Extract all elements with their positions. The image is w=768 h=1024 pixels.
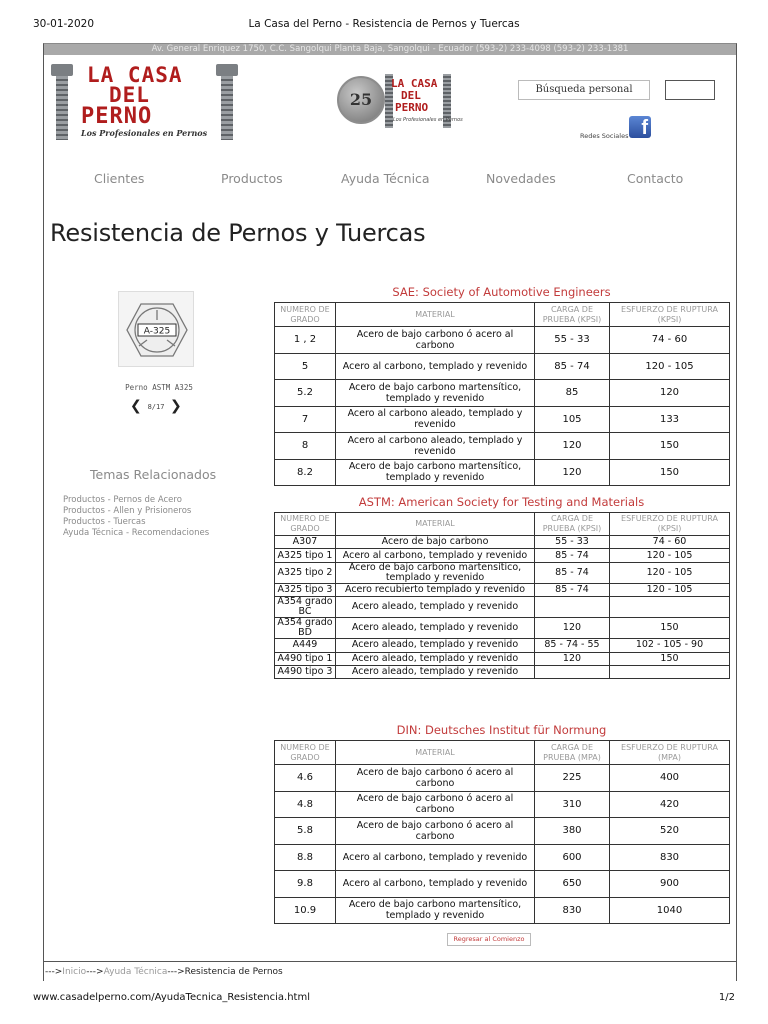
table-header-row [275, 303, 730, 327]
nav-item-novedades[interactable]: Novedades [486, 171, 556, 186]
grade-cell: 1 , 2 [275, 327, 336, 354]
table-row [275, 459, 730, 486]
table-row [275, 871, 730, 898]
material-cell: Acero de bajo carbono martensítico, templado y revenido [336, 562, 535, 583]
proof-load-cell: 225 [535, 765, 610, 792]
back-to-top-button[interactable]: Regresar al Comienzo [447, 933, 531, 946]
table-row [275, 639, 730, 652]
table-row [275, 844, 730, 871]
grade-cell: 5.2 [275, 380, 336, 407]
table-row [275, 327, 730, 354]
grade-cell: A325 tipo 1 [275, 549, 336, 562]
astm-title: ASTM: American Society for Testing and Materials [358, 495, 645, 509]
print-doc-title: La Casa del Perno - Resistencia de Pernos y Tuercas [248, 18, 520, 30]
material-cell: Acero al carbono, templado y revenido [336, 353, 535, 380]
column-header: NUMERO DE GRADO [275, 513, 336, 536]
main-nav [44, 171, 736, 189]
column-header: NUMERO DE GRADO [275, 741, 336, 765]
table-row [275, 380, 730, 407]
facebook-icon[interactable]: f [629, 116, 651, 138]
grade-cell: 9.8 [275, 871, 336, 898]
grade-cell: 7 [275, 406, 336, 433]
logo-line-1: LA CASA [87, 63, 183, 87]
nav-item-contacto[interactable]: Contacto [627, 171, 684, 186]
badge-tagline: Los Profesionales en Pernos [393, 117, 463, 123]
sae-table [274, 302, 730, 486]
tensile-strength-cell: 74 - 60 [610, 536, 730, 549]
astm-table [274, 512, 730, 679]
tensile-strength-cell [610, 665, 730, 678]
nav-item-productos[interactable]: Productos [221, 171, 283, 186]
grade-cell: A354 grado BD [275, 618, 336, 639]
material-cell: Acero aleado, templado y revenido [336, 597, 535, 618]
grade-cell: A325 tipo 3 [275, 583, 336, 596]
table-row [275, 818, 730, 845]
pager-count: 8/17 [147, 403, 165, 411]
column-header: ESFUERZO DE RUPTURA (KPSI) [610, 513, 730, 536]
tensile-strength-cell: 150 [610, 433, 730, 460]
tensile-strength-cell: 120 - 105 [610, 353, 730, 380]
hex-bolt-head-icon [125, 302, 189, 358]
tensile-strength-cell: 133 [610, 406, 730, 433]
din-title: DIN: Deutsches Institut für Normung [396, 723, 607, 737]
grade-cell: 8.2 [275, 459, 336, 486]
proof-load-cell: 120 [535, 459, 610, 486]
proof-load-cell: 650 [535, 871, 610, 898]
table-row [275, 597, 730, 618]
grade-cell: 8 [275, 433, 336, 460]
column-header: MATERIAL [336, 303, 535, 327]
proof-load-cell [535, 665, 610, 678]
grade-cell: A490 tipo 3 [275, 665, 336, 678]
badge-line-1: LA CASA [391, 77, 438, 90]
material-cell: Acero de bajo carbono ó acero al carbono [336, 765, 535, 792]
nav-item-ayuda-tecnica[interactable]: Ayuda Técnica [341, 171, 430, 186]
tensile-strength-cell: 74 - 60 [610, 327, 730, 354]
breadcrumb [44, 961, 736, 977]
table-row [275, 618, 730, 639]
breadcrumb-ayuda[interactable]: Ayuda Técnica [103, 967, 168, 977]
column-header: CARGA DE PRUEBA (MPA) [535, 741, 610, 765]
table-row [275, 791, 730, 818]
material-cell: Acero aleado, templado y revenido [336, 639, 535, 652]
column-header: ESFUERZO DE RUPTURA (KPSI) [610, 303, 730, 327]
column-header: MATERIAL [336, 513, 535, 536]
tensile-strength-cell: 520 [610, 818, 730, 845]
tensile-strength-cell: 120 - 105 [610, 583, 730, 596]
breadcrumb-inicio[interactable]: Inicio [62, 967, 87, 977]
proof-load-cell: 85 [535, 380, 610, 407]
material-cell: Acero al carbono aleado, templado y revenido [336, 433, 535, 460]
grade-cell: A354 grado BC [275, 597, 336, 618]
badge-line-2: DEL [401, 89, 421, 102]
image-caption: Perno ASTM A325 [125, 383, 193, 392]
related-list [63, 495, 209, 539]
grade-cell: 5 [275, 353, 336, 380]
proof-load-cell: 600 [535, 844, 610, 871]
related-link[interactable]: Productos - Allen y Prisioneros [63, 506, 192, 516]
tensile-strength-cell: 150 [610, 618, 730, 639]
site-logo[interactable] [51, 64, 241, 140]
proof-load-cell: 85 - 74 [535, 562, 610, 583]
proof-load-cell: 120 [535, 433, 610, 460]
table-row [275, 433, 730, 460]
table-row [275, 536, 730, 549]
grade-cell: 5.8 [275, 818, 336, 845]
column-header: NUMERO DE GRADO [275, 303, 336, 327]
material-cell: Acero al carbono, templado y revenido [336, 871, 535, 898]
print-footer [33, 992, 735, 1006]
table-row [275, 897, 730, 924]
logo-line-2: DEL [109, 83, 150, 107]
grade-cell: A307 [275, 536, 336, 549]
page-title: Resistencia de Pernos y Tuercas [50, 219, 426, 247]
chevron-right-icon[interactable]: ❯ [170, 398, 182, 414]
tensile-strength-cell: 120 - 105 [610, 562, 730, 583]
tensile-strength-cell: 420 [610, 791, 730, 818]
proof-load-cell: 85 - 74 [535, 549, 610, 562]
proof-load-cell: 55 - 33 [535, 327, 610, 354]
material-cell: Acero aleado, templado y revenido [336, 665, 535, 678]
print-header [33, 18, 735, 32]
tensile-strength-cell: 150 [610, 459, 730, 486]
material-cell: Acero de bajo carbono ó acero al carbono [336, 818, 535, 845]
grade-cell: 4.6 [275, 765, 336, 792]
proof-load-cell: 830 [535, 897, 610, 924]
table-header-row [275, 513, 730, 536]
material-cell: Acero de bajo carbono martensítico, templado y revenido [336, 897, 535, 924]
table-row [275, 562, 730, 583]
table-row [275, 406, 730, 433]
material-cell: Acero de bajo carbono ó acero al carbono [336, 791, 535, 818]
material-cell: Acero de bajo carbono ó acero al carbono [336, 327, 535, 354]
breadcrumb-sep: ---> [45, 967, 63, 977]
column-header: ESFUERZO DE RUPTURA (MPA) [610, 741, 730, 765]
tensile-strength-cell: 400 [610, 765, 730, 792]
table-row [275, 549, 730, 562]
image-pager [130, 398, 182, 417]
page-frame [43, 43, 737, 981]
related-link[interactable]: Productos - Pernos de Acero [63, 495, 182, 505]
print-url: www.casadelperno.com/AyudaTecnica_Resistencia.html [33, 992, 310, 1003]
material-cell: Acero de bajo carbono martensítico, templado y revenido [336, 459, 535, 486]
tensile-strength-cell: 900 [610, 871, 730, 898]
chevron-left-icon[interactable]: ❮ [130, 398, 142, 414]
material-cell: Acero al carbono, templado y revenido [336, 549, 535, 562]
image-label: A-325 [143, 326, 171, 337]
search-input[interactable] [665, 80, 715, 100]
proof-load-cell: 105 [535, 406, 610, 433]
breadcrumb-current: Resistencia de Pernos [184, 967, 283, 977]
table-header-row [275, 741, 730, 765]
table-row [275, 665, 730, 678]
grade-cell: 10.9 [275, 897, 336, 924]
grade-cell: A325 tipo 2 [275, 562, 336, 583]
material-cell: Acero al carbono, templado y revenido [336, 844, 535, 871]
table-row [275, 652, 730, 665]
bolt-icon [216, 64, 238, 140]
proof-load-cell: 120 [535, 618, 610, 639]
column-header: CARGA DE PRUEBA (KPSI) [535, 513, 610, 536]
anniversary-badge [337, 74, 463, 130]
breadcrumb-sep: ---> [86, 967, 104, 977]
material-cell: Acero de bajo carbono martensítico, templado y revenido [336, 380, 535, 407]
bolt-head-image[interactable] [118, 291, 194, 367]
grade-cell: 8.8 [275, 844, 336, 871]
material-cell: Acero al carbono aleado, templado y revenido [336, 406, 535, 433]
anniversary-seal-icon [337, 76, 385, 124]
social-label: Redes Sociales [580, 132, 629, 140]
address-bar: Av. General Enriquez 1750, C.C. Sangolqui Planta Baja, Sangolqui - Ecuador (593-2) 233-4098 (593-2) 233-1381 [44, 44, 736, 55]
material-cell: Acero recubierto templado y revenido [336, 583, 535, 596]
tensile-strength-cell [610, 597, 730, 618]
related-link[interactable]: Productos - Tuercas [63, 517, 146, 527]
proof-load-cell: 380 [535, 818, 610, 845]
material-cell: Acero aleado, templado y revenido [336, 652, 535, 665]
sae-title: SAE: Society of Automotive Engineers [392, 285, 611, 299]
tensile-strength-cell: 120 - 105 [610, 549, 730, 562]
table-row [275, 765, 730, 792]
badge-line-3: PERNO [395, 101, 429, 114]
proof-load-cell: 55 - 33 [535, 536, 610, 549]
proof-load-cell [535, 597, 610, 618]
material-cell: Acero de bajo carbono [336, 536, 535, 549]
grade-cell: 4.8 [275, 791, 336, 818]
column-header: CARGA DE PRUEBA (KPSI) [535, 303, 610, 327]
badge-number: 25 [349, 90, 373, 109]
related-link[interactable]: Ayuda Técnica - Recomendaciones [63, 528, 210, 538]
print-date: 30-01-2020 [33, 18, 95, 30]
table-row [275, 353, 730, 380]
proof-load-cell: 85 - 74 [535, 353, 610, 380]
grade-cell: A490 tipo 1 [275, 652, 336, 665]
logo-tagline: Los Profesionales en Pernos [81, 128, 208, 138]
grade-cell: A449 [275, 639, 336, 652]
material-cell: Acero aleado, templado y revenido [336, 618, 535, 639]
tensile-strength-cell: 120 [610, 380, 730, 407]
related-title: Temas Relacionados [90, 467, 217, 482]
nav-item-clientes[interactable]: Clientes [94, 171, 145, 186]
logo-line-3: PERNO [81, 104, 153, 129]
tensile-strength-cell: 102 - 105 - 90 [610, 639, 730, 652]
din-table [274, 740, 730, 924]
tensile-strength-cell: 830 [610, 844, 730, 871]
bolt-icon [51, 64, 73, 140]
proof-load-cell: 120 [535, 652, 610, 665]
proof-load-cell: 85 - 74 [535, 583, 610, 596]
table-row [275, 583, 730, 596]
column-header: MATERIAL [336, 741, 535, 765]
search-button[interactable]: Búsqueda personal [518, 80, 650, 100]
proof-load-cell: 85 - 74 - 55 [535, 639, 610, 652]
tensile-strength-cell: 150 [610, 652, 730, 665]
print-page-number: 1/2 [718, 992, 735, 1003]
breadcrumb-sep: ---> [167, 967, 185, 977]
proof-load-cell: 310 [535, 791, 610, 818]
tensile-strength-cell: 1040 [610, 897, 730, 924]
